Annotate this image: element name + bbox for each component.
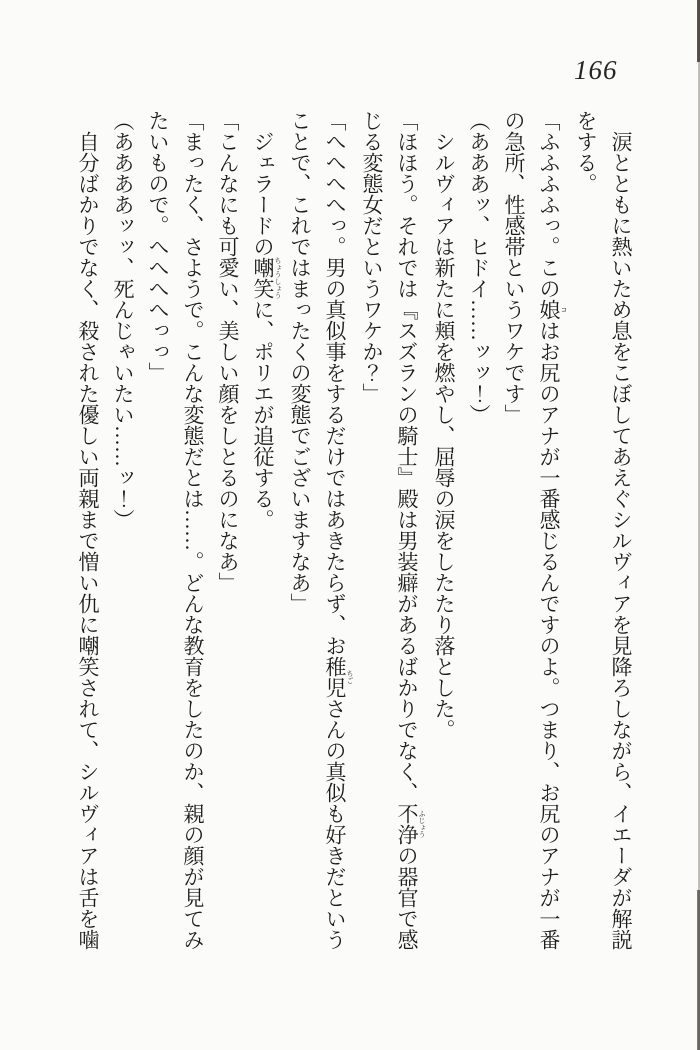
- page-number: 166: [574, 55, 618, 85]
- ruby-annotated-word: 稚児 ちご: [323, 656, 354, 698]
- ruby-annotated-word: 嘲笑 ちょうしょう: [251, 257, 282, 299]
- paragraph-narration: シルヴィアは新たに頬を燃やし、屈辱の涙をしたたり落とした。: [432, 131, 456, 740]
- furigana: ふじょう: [418, 803, 426, 845]
- paragraph-thought: （あああッ、ヒドイ……ッッ！）: [467, 110, 491, 425]
- furigana: ちご: [346, 656, 354, 698]
- paragraph-dialogue: 「ふふふふっ。この娘 コはお尻のアナが一番感じるんですのよ。つまり、お尻のアナが一番の急所、性感帯というワケです」: [502, 110, 568, 950]
- ruby-annotated-word: 不浄 ふじょう: [395, 803, 426, 845]
- paragraph-narration: 自分ばかりでなく、殺された優しい両親まで憎い仇に嘲笑されて、シルヴィアは舌を噛: [76, 131, 100, 950]
- paragraph-thought: （ああああッッ、死んじゃいたい……ッ！）: [111, 110, 135, 530]
- ruby-annotated-word: 娘 コ: [537, 299, 568, 320]
- paragraph-dialogue: 「まったく、さようで。こんな変態だとは……。どんな教育をしたのか、親の顔が見てみたいもので。へへへへっっ」: [146, 110, 205, 950]
- paragraph-narration: 涙とともに熱いため息をこぼしてあえぐシルヴィアを見降ろしながら、イエーダが解説をする。: [574, 110, 633, 950]
- paragraph-dialogue: 「こんなにも可愛い、美しい顔をしとるのになあ」: [216, 110, 240, 593]
- paragraph-dialogue: 「へへへへっ。男の真似事をするだけではあきたらず、お稚児 ちごさんの真似も好きだということで、これではまったくの変態でございますなあ」: [288, 110, 354, 950]
- furigana: コ: [560, 299, 568, 320]
- page-text: [78, 110, 638, 950]
- furigana: ちょうしょう: [274, 257, 282, 299]
- paragraph-narration: ジェラードの嘲笑 ちょうしょうに、ポリエが追従する。: [251, 131, 282, 530]
- paragraph-dialogue: 「ほほう。それでは『スズランの騎士』殿は男装癖があるばかりでなく、不浄 ふじょうの器官で感じる変態女だというワケか？」: [360, 110, 426, 950]
